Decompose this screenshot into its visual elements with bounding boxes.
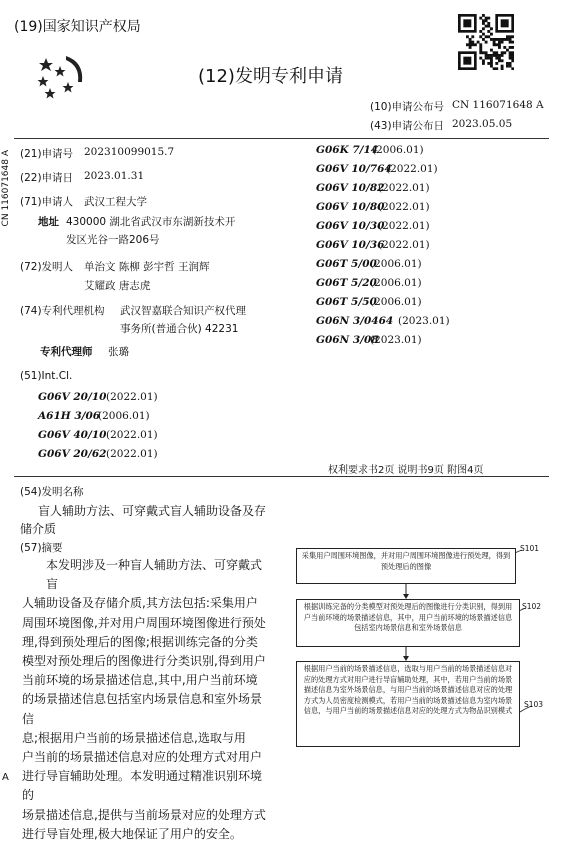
agent-label: 专利代理师: [40, 346, 93, 358]
abstract-line: 进行导盲处理,极大地保证了用户的安全。: [22, 826, 242, 841]
intcl-code: A61H 3/06: [38, 410, 101, 422]
intcl-code: G06V 20/62: [38, 448, 107, 460]
invention-title-line-1: 盲人辅助方法、可穿戴式盲人辅助设备及存: [38, 504, 267, 518]
pages-summary: 权利要求书2页 说明书9页 附图4页: [328, 465, 484, 476]
intcl-version: (2022.01): [106, 391, 158, 403]
right-class-code: G06V 10/764: [316, 163, 392, 175]
publication-number: CN 116071648 A: [452, 99, 544, 111]
intcl-code: G06V 40/10: [38, 429, 107, 441]
right-class-code: G06N 3/0464: [316, 315, 394, 327]
abstract-line: 人辅助设备及存储介质,其方法包括:采集用户: [22, 596, 258, 611]
abstract-line: 息;根据用户当前的场景描述信息,选取与用: [22, 730, 246, 745]
application-date: 2023.01.31: [84, 170, 145, 182]
intcl-version: (2022.01): [106, 429, 158, 441]
flow-step-box: 根据训练完备的分类模型对预处理后的图像进行分类识别，得到用户当前环境的场景描述信息，其中，用户当前环境的场景描述信息包括室内场景信息和室外场景信息: [296, 599, 520, 647]
patent-office: (19)国家知识产权局: [14, 19, 141, 35]
right-class-code: G06K 7/14: [316, 144, 379, 156]
right-class-code: G06T 5/20: [316, 277, 377, 289]
right-class-code: G06V 10/30: [316, 220, 385, 232]
abstract-text: [22, 556, 272, 844]
abstract-line: 当前环境的场景描述信息,其中,用户当前环境: [22, 673, 258, 688]
right-class-version: (2006.01): [370, 277, 422, 289]
right-class-version: (2022.01): [386, 163, 438, 175]
agent: 张璐: [108, 346, 129, 358]
abstract-line: 户当前的场景描述信息对应的处理方式对用户: [22, 750, 263, 765]
flow-step-id: S103: [524, 700, 544, 709]
agency-line-1: 武汉智嘉联合知识产权代理: [120, 305, 246, 317]
applicant: 武汉工程大学: [84, 196, 147, 208]
right-class-code: G06T 5/00: [316, 258, 377, 270]
abstract-line: 周围环境图像,并对用户周围环境图像进行预处: [22, 615, 266, 630]
right-class-version: (2022.01): [378, 220, 430, 232]
right-class-code: G06V 10/80: [316, 201, 385, 213]
flow-step-id: S102: [522, 602, 542, 611]
right-class-code: G06T 5/50: [316, 296, 377, 308]
cnipa-logo-icon: [36, 52, 88, 104]
side-publication-mark: CN 116071648 A: [1, 150, 11, 227]
address-label: 地址: [38, 216, 59, 228]
abstract-line: 的场景描述信息包括室内场景信息和室外场景信: [22, 692, 263, 726]
abstract-label: (57)摘要: [20, 542, 63, 554]
abstract-line: 本发明涉及一种盲人辅助方法、可穿戴式盲: [46, 558, 263, 592]
application-number-label: (21)申请号: [20, 148, 74, 160]
right-class-version: (2022.01): [378, 239, 430, 251]
qr-code-icon: [458, 14, 514, 70]
inventors-line-1: 单治文 陈柳 彭宇哲 王润辉: [84, 261, 210, 273]
abstract-line: 模型对预处理后的图像进行分类识别,得到用户: [22, 654, 266, 669]
right-class-version: (2023.01): [370, 334, 422, 346]
inventor-label: (72)发明人: [20, 261, 74, 273]
publication-date-label: (43)申请公布日: [370, 120, 445, 132]
page-corner-mark: A: [2, 772, 9, 783]
publication-number-label: (10)申请公布号: [370, 101, 445, 113]
right-class-version: (2006.01): [370, 296, 422, 308]
abstract-line: 场景描述信息,提供与当前场景对应的处理方式: [22, 807, 266, 822]
right-class-code: G06N 3/08: [316, 334, 379, 346]
publication-date: 2023.05.05: [452, 118, 513, 130]
application-date-label: (22)申请日: [20, 172, 74, 184]
flow-step-id: S101: [520, 544, 540, 553]
title-label: (54)发明名称: [20, 486, 84, 498]
intcl-version: (2022.01): [106, 448, 158, 460]
agency-line-2: 事务所(普通合伙) 42231: [120, 323, 239, 335]
application-number: 202310099015.7: [84, 146, 175, 158]
address-line-1: 430000 湖北省武汉市东湖新技术开: [66, 216, 236, 228]
right-class-version: (2022.01): [378, 182, 430, 194]
abstract-line: 理,得到预处理后的图像;根据训练完备的分类: [22, 634, 258, 649]
right-class-version: (2006.01): [370, 258, 422, 270]
abstract-line: 进行导盲辅助处理。本发明通过精准识别环境的: [22, 769, 263, 803]
header-divider: [14, 138, 549, 139]
right-class-code: G06V 10/82: [316, 182, 385, 194]
flow-step-box: 采集用户周围环境图像，并对用户周围环境图像进行预处理，得到预处理后的图像: [296, 548, 516, 584]
biblio-divider: [14, 476, 549, 477]
intcl-label: (51)Int.Cl.: [20, 370, 73, 382]
right-class-version: (2022.01): [378, 201, 430, 213]
address-line-2: 发区光谷一路206号: [66, 234, 160, 246]
document-type: (12)发明专利申请: [198, 66, 343, 87]
right-class-code: G06V 10/36: [316, 239, 385, 251]
inventors-line-2: 艾耀政 唐志虎: [84, 280, 151, 292]
applicant-label: (71)申请人: [20, 196, 74, 208]
intcl-version: (2006.01): [98, 410, 150, 422]
invention-title-line-2: 储介质: [20, 522, 57, 536]
flow-step-box: 根据用户当前的场景描述信息，选取与用户当前的场景描述信息对应的处理方式对用户进行导盲辅助处理，其中，若用户当前的场景描述信息为室外场景信息，与用户当前的场景描述信息对应的处理方式为人员密度检测模式，若用户当前的场景描述信息为室内场景信息，与用户当前的场景描述信息对应的处理方式为物品识别模式: [296, 661, 520, 747]
intcl-code: G06V 20/10: [38, 391, 107, 403]
right-class-version: (2006.01): [372, 144, 424, 156]
right-class-version: (2023.01): [398, 315, 450, 327]
agency-label: (74)专利代理机构: [20, 305, 105, 317]
